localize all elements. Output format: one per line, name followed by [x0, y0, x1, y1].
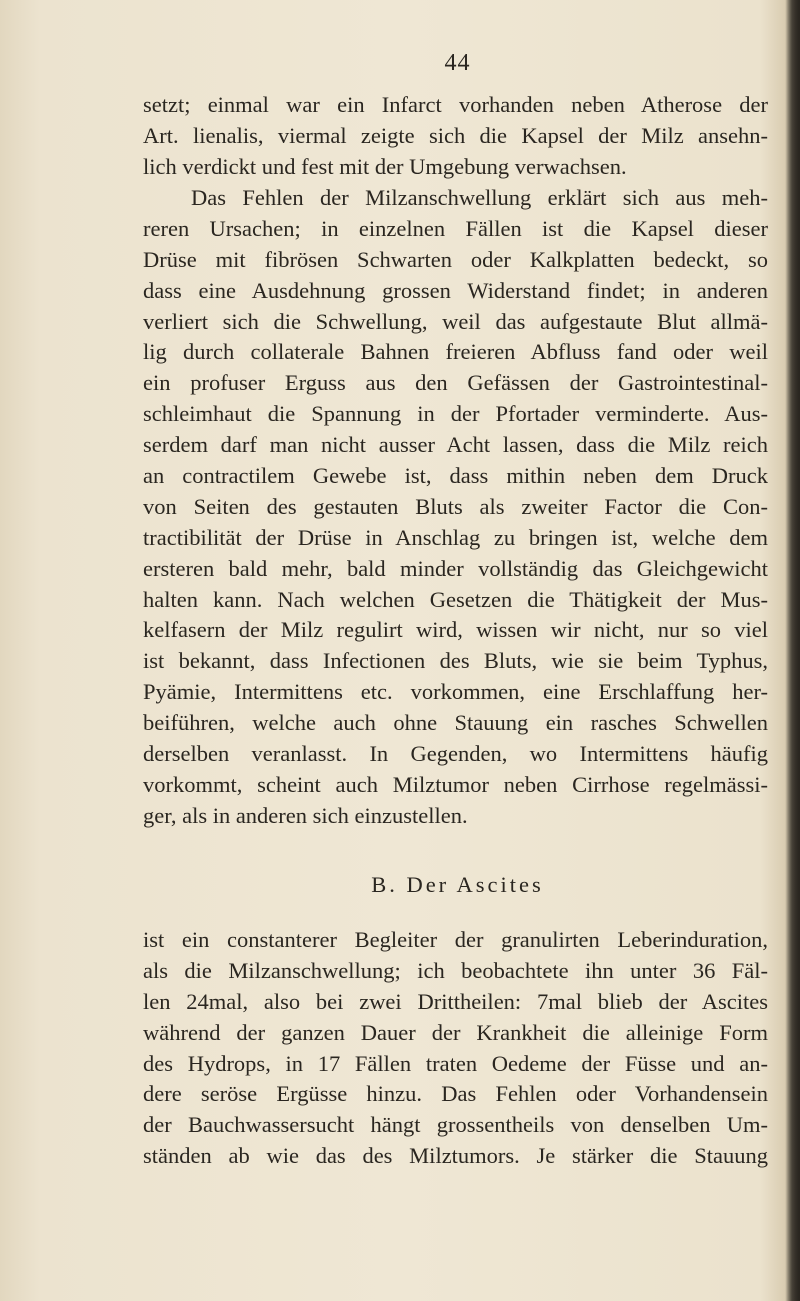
text-line: Art. lienalis, viermal zeigte sich die Kapsel der Milz ansehn-: [143, 122, 768, 148]
text-line: tractibilität der Drüse in Anschlag zu bringen ist, welche dem: [143, 524, 768, 550]
text-line: lich verdickt und fest mit der Umgebung verwachsen.: [143, 153, 627, 179]
text-line: lig durch collaterale Bahnen freieren Abfluss fand oder weil: [143, 339, 768, 365]
text-line: während der ganzen Dauer der Krankheit die alleinige Form: [143, 1019, 768, 1045]
text-line: Pyämie, Intermittens etc. vorkommen, eine Erschlaffung her-: [143, 679, 768, 705]
text-line: kelfasern der Milz regulirt wird, wissen wir nicht, nur so viel: [143, 617, 768, 643]
text-line: dass eine Ausdehnung grossen Widerstand findet; in anderen: [143, 277, 768, 303]
text-line: von Seiten des gestauten Bluts als zweiter Factor die Con-: [143, 493, 768, 519]
text-line: als die Milzanschwellung; ich beobachtete ihn unter 36 Fäl-: [143, 957, 768, 983]
text-line: setzt; einmal war ein Infarct vorhanden neben Atherose der: [143, 92, 768, 117]
text-line: ständen ab wie das des Milztumors. Je stärker die Stauung: [143, 1143, 768, 1169]
text-line: ersteren bald mehr, bald minder vollständig das Gleichgewicht: [143, 555, 768, 581]
text-line: ein profuser Erguss aus den Gefässen der Gastrointestinal-: [143, 370, 768, 396]
text-line: len 24mal, also bei zwei Drittheilen: 7mal blieb der Ascites: [143, 988, 768, 1014]
text-line: Drüse mit fibrösen Schwarten oder Kalkplatten bedeckt, so: [143, 246, 768, 272]
text-line: halten kann. Nach welchen Gesetzen die Thätigkeit der Mus-: [143, 586, 768, 612]
page-edge-shadow: [786, 0, 800, 1301]
paragraph-3: [143, 925, 768, 1172]
text-line: beiführen, welche auch ohne Stauung ein rasches Schwellen: [143, 710, 768, 736]
text-line: des Hydrops, in 17 Fällen traten Oedeme der Füsse und an-: [143, 1050, 768, 1076]
text-line: vorkommt, scheint auch Milztumor neben Cirrhose regelmässi-: [143, 771, 768, 797]
section-heading: B. Der Ascites: [371, 872, 544, 897]
text-line: ist ein constanterer Begleiter der granulirten Leberinduration,: [143, 927, 768, 952]
paragraph-2: [143, 183, 768, 832]
paragraph-1: [143, 90, 768, 183]
page-number: 44: [444, 50, 471, 76]
text-line: ger, als in anderen sich einzustellen.: [143, 802, 468, 828]
text-line: derselben veranlasst. In Gegenden, wo Intermittens häufig: [143, 741, 768, 767]
text-line: ist bekannt, dass Infectionen des Bluts, wie sie beim Typhus,: [143, 648, 768, 674]
text-line: der Bauchwassersucht hängt grossentheils von denselben Um-: [143, 1112, 768, 1138]
text-line: verliert sich die Schwellung, weil das aufgestaute Blut allmä-: [143, 308, 768, 334]
text-line: schleimhaut die Spannung in der Pfortader verminderte. Aus-: [143, 401, 768, 427]
text-line: dere seröse Ergüsse hinzu. Das Fehlen oder Vorhandensein: [143, 1081, 768, 1107]
text-line: serdem darf man nicht ausser Acht lassen, dass die Milz reich: [143, 432, 768, 458]
text-line: reren Ursachen; in einzelnen Fällen ist die Kapsel dieser: [143, 215, 768, 241]
text-line: Das Fehlen der Milzanschwellung erklärt sich aus meh-: [191, 185, 768, 210]
text-line: an contractilem Gewebe ist, dass mithin neben dem Druck: [143, 463, 768, 489]
